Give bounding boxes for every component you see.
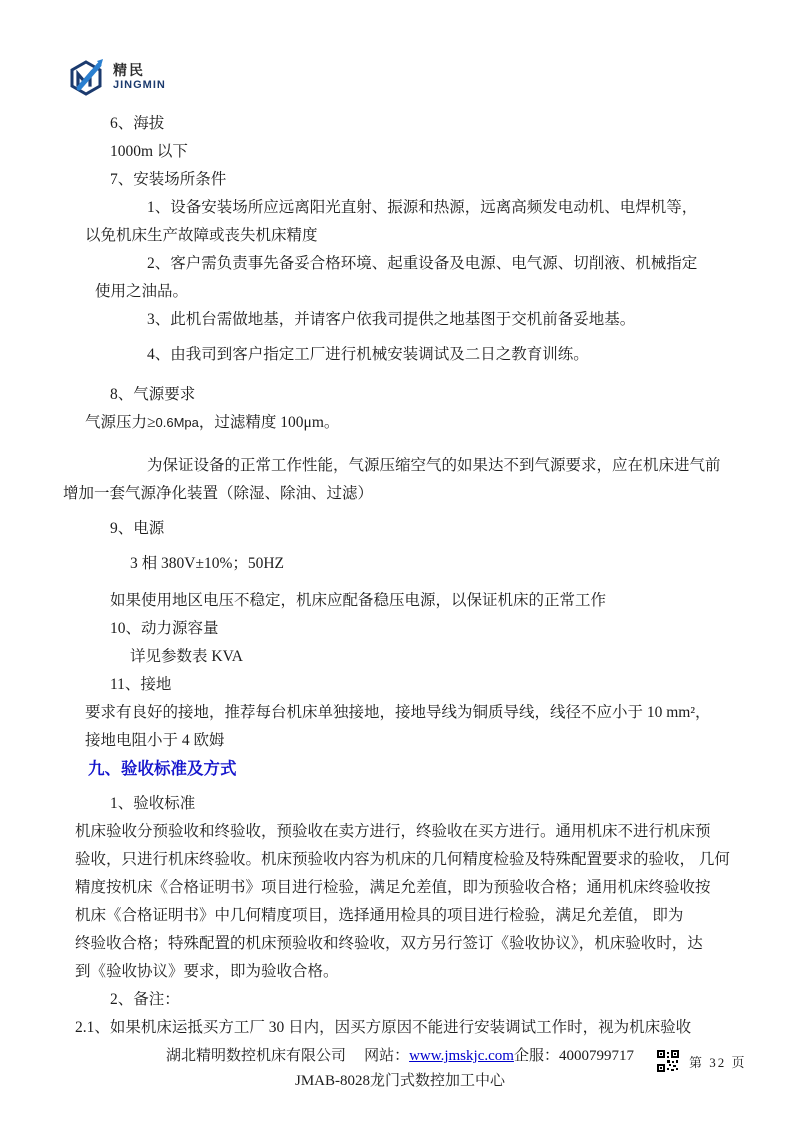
doc-line: 到《验收协议》要求，即为验收合格。 bbox=[75, 963, 339, 980]
doc-line: 增加一套气源净化装置（除湿、除油、过滤） bbox=[63, 485, 374, 502]
air-pressure-line bbox=[85, 409, 775, 437]
doc-line: 3 相 380V±10%；50HZ bbox=[130, 555, 285, 572]
doc-line: 终验收合格；特殊配置的机床预验收和终验收，双方另行签订《验收协议》，机床验收时，达 bbox=[75, 935, 703, 952]
service-hotline: 企服：4000799717 bbox=[513, 1048, 634, 1064]
doc-line: 2、客户需负责事先备妥合格环境、起重设备及电源、电气源、切削液、机械指定 bbox=[147, 255, 698, 272]
page-footer bbox=[70, 1044, 730, 1094]
page-number: 第 32 页 bbox=[689, 1055, 747, 1070]
logo-brand-cn: 精民 bbox=[113, 62, 145, 78]
logo-hexagon-icon bbox=[63, 55, 109, 106]
air-pressure-value: 0.6Mpa bbox=[155, 415, 199, 430]
logo-wordmark bbox=[113, 55, 166, 91]
doc-line: 为保证设备的正常工作性能，气源压缩空气的如果达不到气源要求，应在机床进气前 bbox=[147, 457, 721, 474]
section-title-power-capacity: 10、动力源容量 bbox=[110, 620, 219, 637]
doc-line: 1、设备安装场所应远离阳光直射、振源和热源，远离高频发电动机、电焊机等， bbox=[147, 199, 698, 216]
website-link[interactable]: www.jmskjc.com bbox=[409, 1048, 514, 1064]
doc-line: 以免机床生产故障或丧失机床精度 bbox=[85, 227, 318, 244]
section-title-grounding: 11、接地 bbox=[110, 676, 172, 693]
chapter-heading-acceptance: 九、验收标准及方式 bbox=[88, 760, 237, 778]
doc-line: 接地电阻小于 4 欧姆 bbox=[85, 732, 225, 749]
doc-line: 验收，只进行机床终验收。机床预验收内容为机床的几何精度检验及特殊配置要求的验收， 几何 bbox=[75, 851, 730, 868]
doc-line: 机床验收分预验收和终验收，预验收在卖方进行，终验收在买方进行。通用机床不进行机床预 bbox=[75, 823, 711, 840]
section-title-air-supply: 8、气源要求 bbox=[110, 386, 196, 403]
doc-line: 使用之油品。 bbox=[95, 283, 189, 300]
footer-company-line bbox=[70, 1044, 730, 1069]
air-pressure-suffix: ，过滤精度 100μm。 bbox=[198, 414, 340, 431]
air-pressure-prefix: 气源压力≥ bbox=[85, 414, 156, 431]
company-logo bbox=[63, 55, 166, 106]
section-title-installation-site: 7、安装场所条件 bbox=[110, 171, 227, 188]
doc-line: 详见参数表 KVA bbox=[130, 648, 243, 665]
doc-line: 1000m 以下 bbox=[110, 143, 188, 160]
footer-product-name: JMAB-8028龙门式数控加工中心 bbox=[294, 1073, 505, 1089]
qr-code bbox=[657, 1050, 679, 1072]
doc-line: 4、由我司到客户指定工厂进行机械安装调试及二日之教育训练。 bbox=[147, 346, 589, 363]
section-title-remarks: 2、备注： bbox=[110, 991, 180, 1008]
doc-line: 要求有良好的接地，推荐每台机床单独接地，接地导线为铜质导线，线径不应小于 10 mm²， bbox=[85, 704, 711, 721]
document-body bbox=[63, 110, 775, 1042]
doc-line: 机床《合格证明书》中几何精度项目，选择通用检具的项目进行检验，满足允差值， 即为 bbox=[75, 907, 684, 924]
doc-line: 2.1、如果机床运抵买方工厂 30 日内，因买方原因不能进行安装调试工作时，视为机床验收 bbox=[75, 1019, 692, 1036]
doc-line: 精度按机床《合格证明书》项目进行检验，满足允差值，即为预验收合格；通用机床终验收按 bbox=[75, 879, 711, 896]
logo-brand-en: JINGMIN bbox=[113, 79, 166, 91]
company-name: 湖北精明数控机床有限公司 bbox=[166, 1048, 347, 1064]
doc-line: 如果使用地区电压不稳定，机床应配备稳压电源，以保证机床的正常工作 bbox=[110, 592, 607, 609]
doc-line: 3、此机台需做地基，并请客户依我司提供之地基图于交机前备妥地基。 bbox=[147, 311, 636, 328]
section-title-acceptance-standard: 1、验收标准 bbox=[110, 795, 196, 812]
section-title-altitude: 6、海拔 bbox=[110, 115, 165, 132]
section-title-power: 9、电源 bbox=[110, 520, 165, 537]
website-label: 网站： bbox=[364, 1048, 410, 1064]
